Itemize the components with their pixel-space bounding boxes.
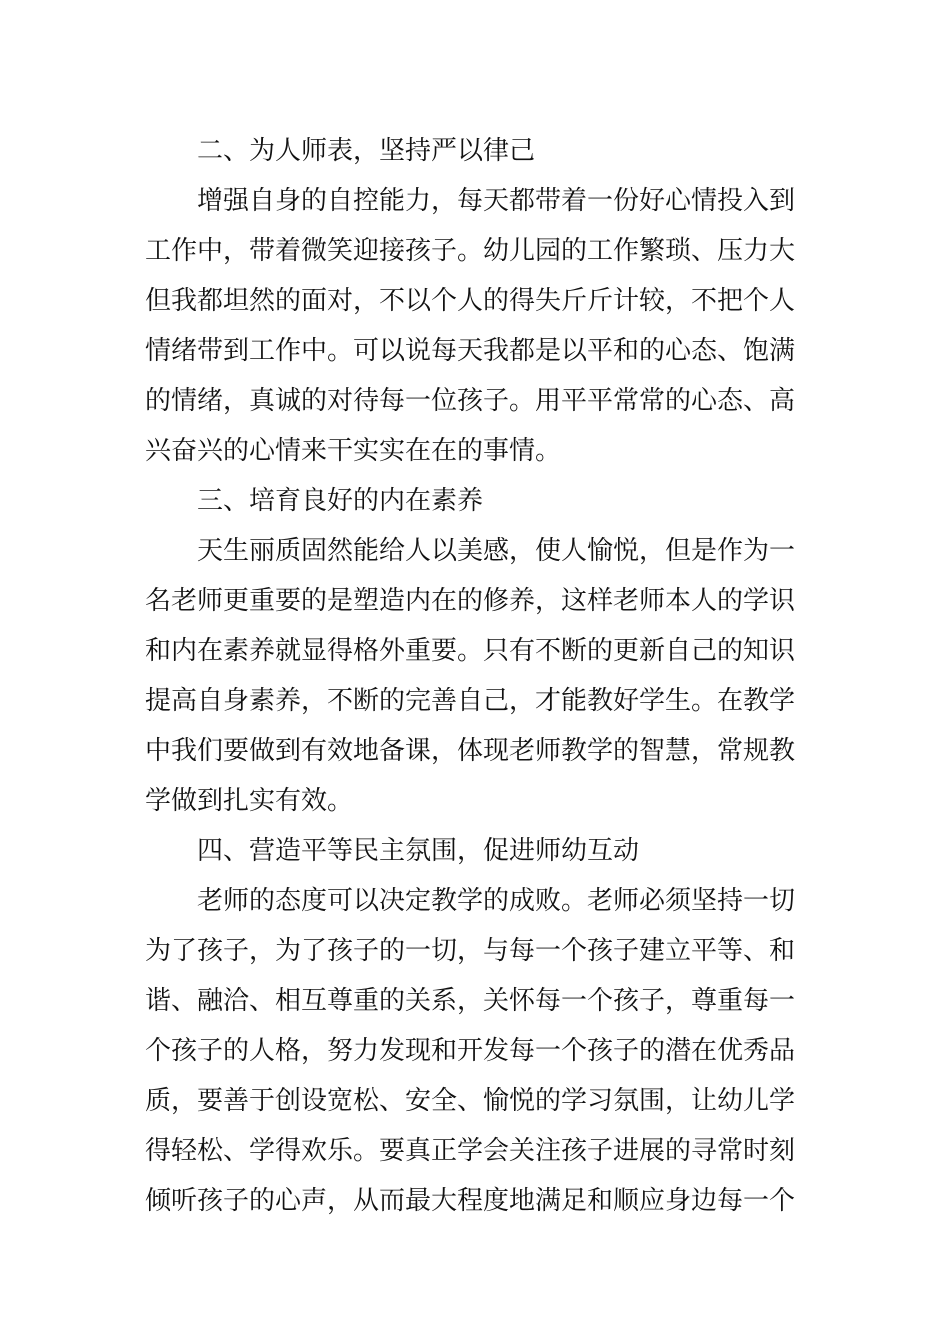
section-paragraph-4	[145, 876, 817, 1226]
paragraph-line: 但我都坦然的面对，不以个人的得失斤斤计较，不把个人	[145, 286, 796, 316]
paragraph-line: 情绪带到工作中。可以说每天我都是以平和的心态、饱满	[145, 336, 796, 366]
paragraph-line: 兴奋兴的心情来干实实在在的事情。	[145, 436, 562, 466]
section-heading-2: 二、为人师表，坚持严以律己	[197, 136, 536, 166]
paragraph-line: 学做到扎实有效。	[145, 786, 354, 816]
paragraph-line: 得轻松、学得欢乐。要真正学会关注孩子进展的寻常时刻	[145, 1136, 796, 1166]
paragraph-line: 质，要善于创设宽松、安全、愉悦的学习氛围，让幼儿学	[145, 1086, 796, 1116]
section-paragraph-3	[145, 526, 817, 826]
paragraph-line: 倾听孩子的心声，从而最大程度地满足和顺应身边每一个	[145, 1186, 796, 1216]
paragraph-line: 增强自身的自控能力，每天都带着一份好心情投入到	[197, 186, 796, 216]
document-body	[145, 126, 817, 1226]
paragraph-line: 天生丽质固然能给人以美感，使人愉悦，但是作为一	[197, 536, 796, 566]
paragraph-line: 和内在素养就显得格外重要。只有不断的更新自己的知识	[145, 636, 796, 666]
paragraph-line: 为了孩子，为了孩子的一切，与每一个孩子建立平等、和	[145, 936, 796, 966]
paragraph-line: 的情绪，真诚的对待每一位孩子。用平平常常的心态、高	[145, 386, 796, 416]
section-paragraph-2	[145, 176, 817, 476]
paragraph-line: 中我们要做到有效地备课，体现老师教学的智慧，常规教	[145, 736, 796, 766]
section-heading-3: 三、培育良好的内在素养	[197, 486, 484, 516]
section-heading-4: 四、营造平等民主氛围，促进师幼互动	[197, 836, 640, 866]
paragraph-line: 老师的态度可以决定教学的成败。老师必须坚持一切	[197, 886, 796, 916]
paragraph-line: 个孩子的人格，努力发现和开发每一个孩子的潜在优秀品	[145, 1036, 796, 1066]
paragraph-line: 提高自身素养，不断的完善自己，才能教好学生。在教学	[145, 686, 796, 716]
paragraph-line: 工作中，带着微笑迎接孩子。幼儿园的工作繁琐、压力大	[145, 236, 796, 266]
paragraph-line: 名老师更重要的是塑造内在的修养，这样老师本人的学识	[145, 586, 796, 616]
paragraph-line: 谐、融洽、相互尊重的关系，关怀每一个孩子，尊重每一	[145, 986, 796, 1016]
